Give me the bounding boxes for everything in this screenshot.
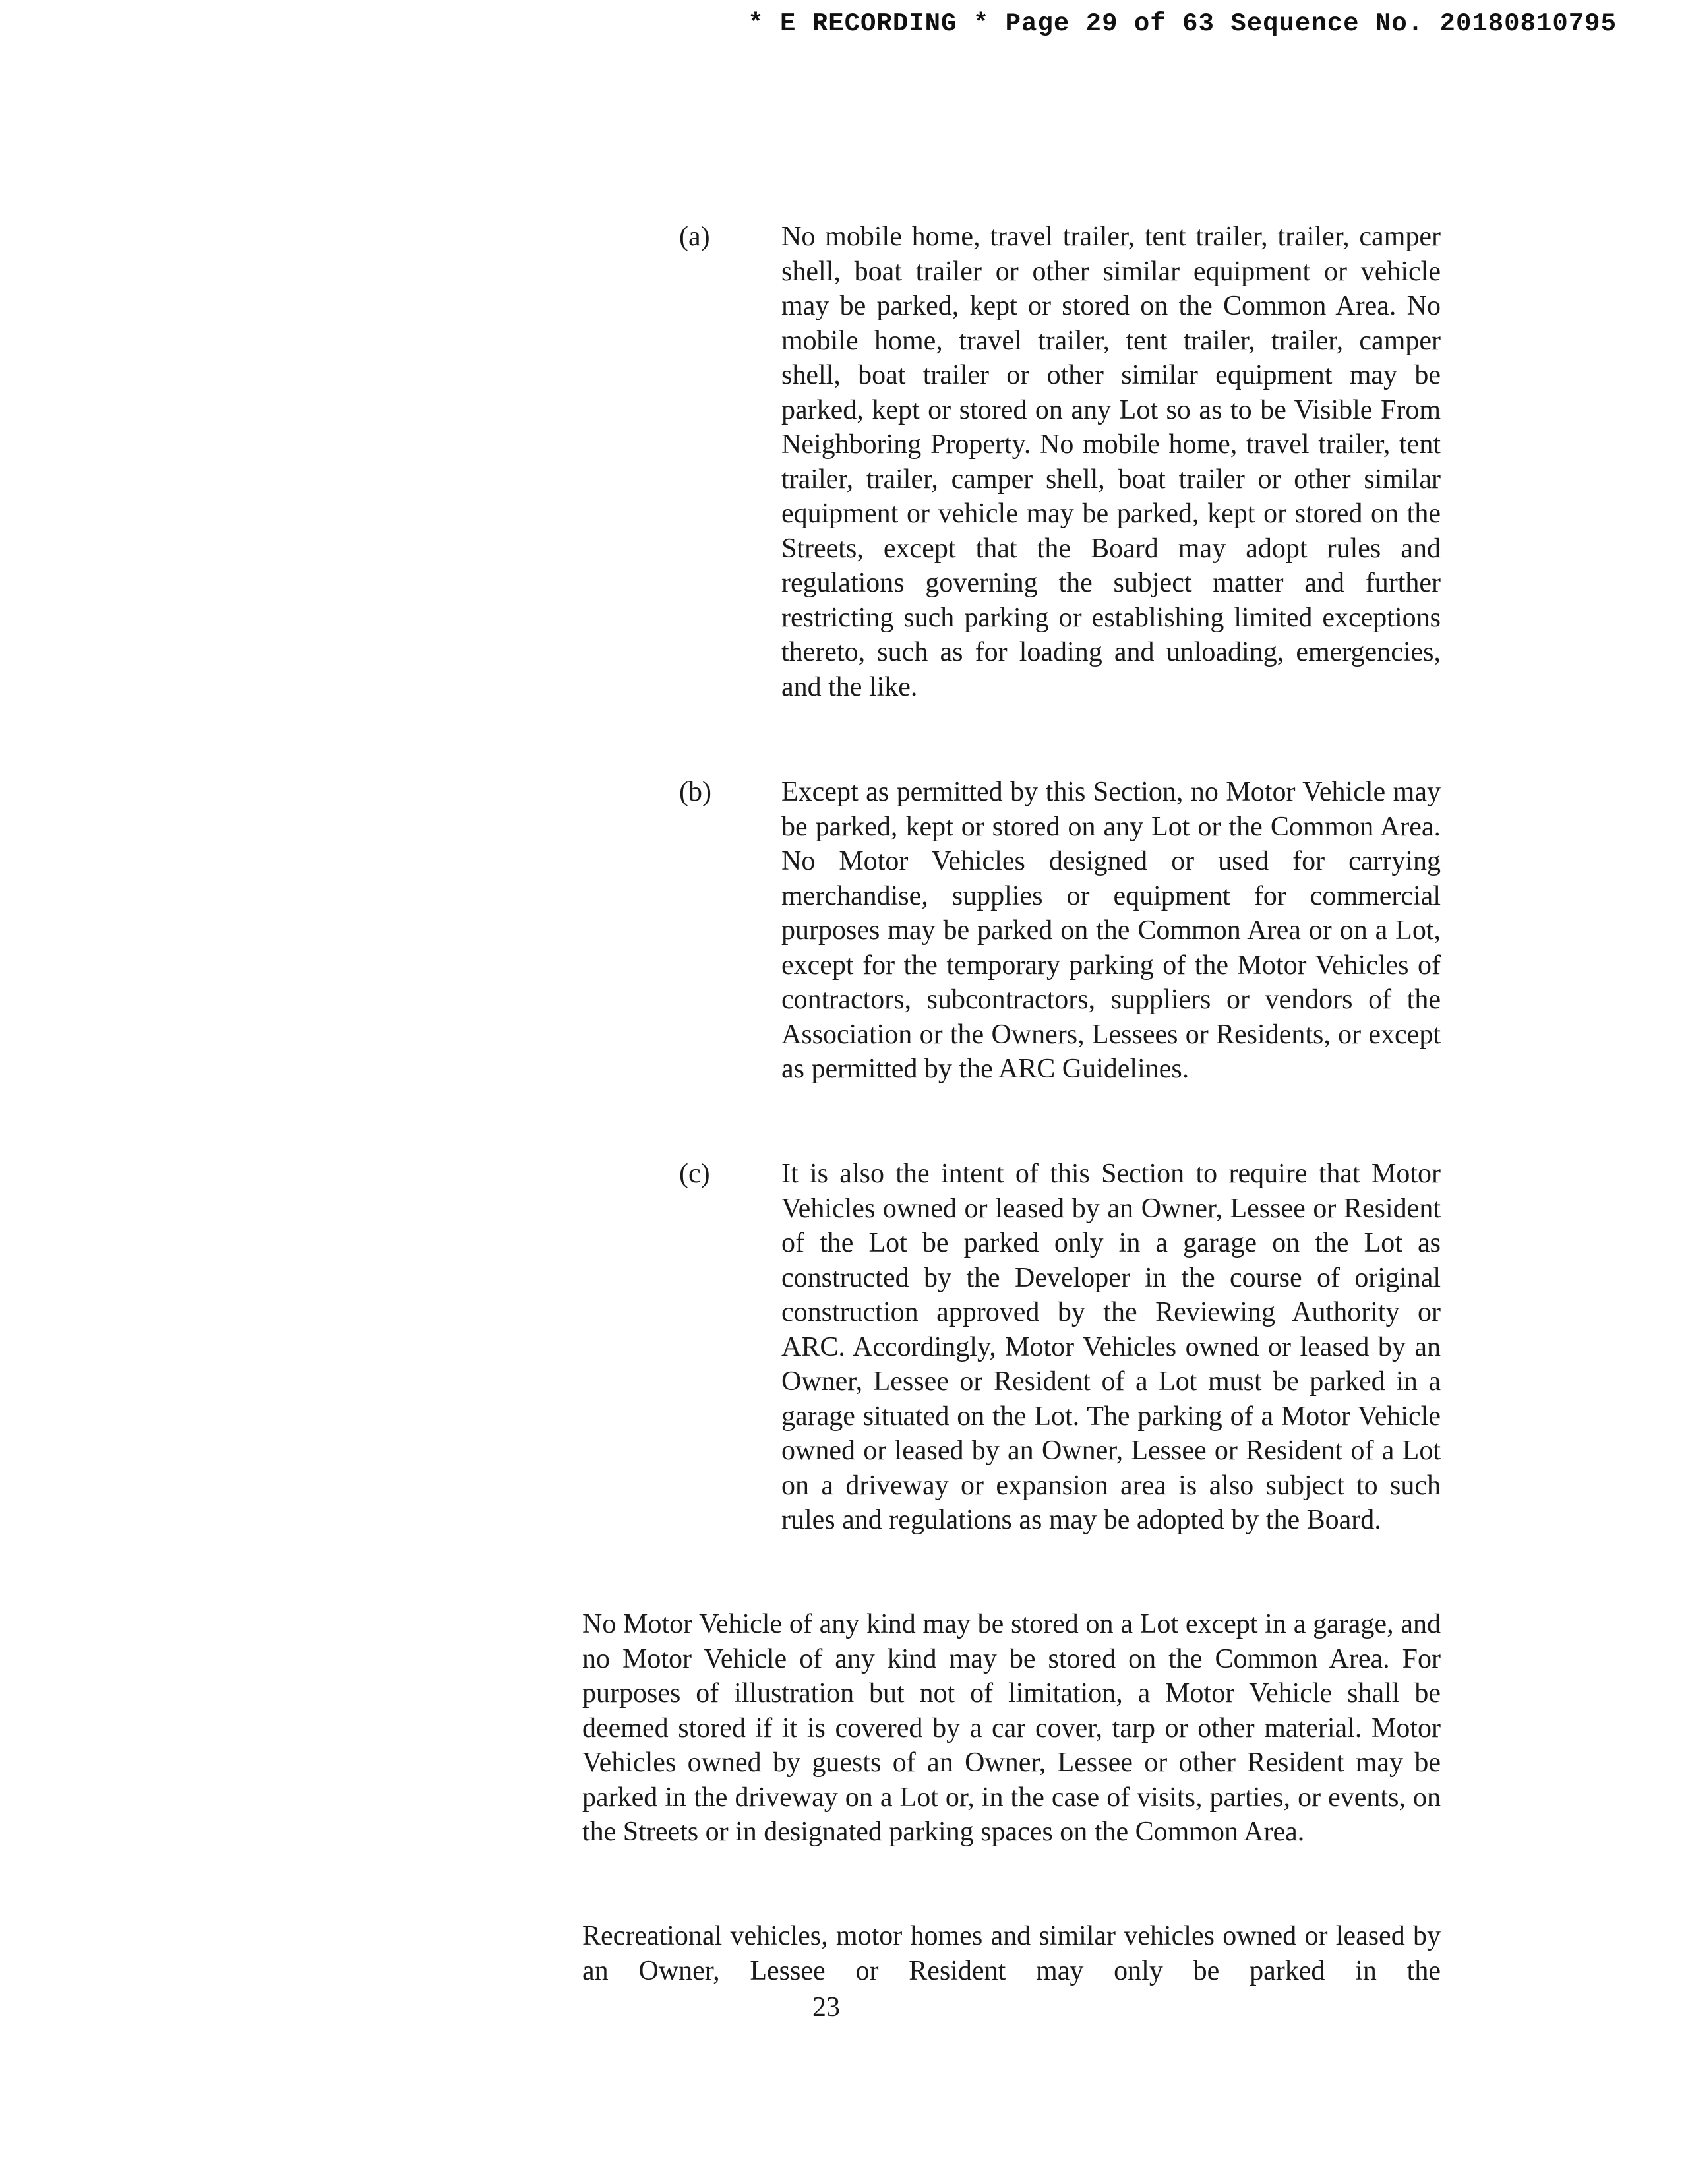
item-text: No mobile home, travel trailer, tent trailer, trailer, camper shell, boat trailer or other similar equipment or vehicle may be parked, kept or stored on the Common Area. No mobile home, travel trailer, tent trailer, trailer, camper shell, boat trailer or other similar equipment may be parked, kept or stored on any Lot so as to be Visible From Neighboring Property. No mobile home, travel trailer, tent trailer, trailer, camper shell, boat trailer or other similar equipment or vehicle may be parked, kept or stored on the Streets, except that the Board may adopt rules and regulations governing the subject matter and further restricting such parking or establishing limited exceptions thereto, such as for loading and unloading, emergencies, and the like. <box>781 222 1441 702</box>
item-text: It is also the intent of this Section to require that Motor Vehicles owned or leased by an Owner, Lessee or Resident of the Lot be parked only in a garage on the Lot as constructed by the Developer in the course of original construction approved by the Reviewing Authority or ARC. Accordingly, Motor Vehicles owned or leased by an Owner, Lessee or Resident of a Lot must be parked in a garage situated on the Lot. The parking of a Motor Vehicle owned or leased by an Owner, Lessee or Resident of a Lot on a driveway or expansion area is also subject to such rules and regulations as may be adopted by the Board. <box>781 1159 1441 1535</box>
item-text: Except as permitted by this Section, no Motor Vehicle may be parked, kept or stored on any Lot or the Common Area. No Motor Vehicles designed or used for carrying merchandise, supplies or equipment for commercial purposes may be parked on the Common Area or on a Lot, except for the temporary parking of the Motor Vehicles of contractors, subcontractors, suppliers or vendors of the Association or the Owners, Lessees or Residents, or except as permitted by the ARC Guidelines. <box>781 777 1441 1084</box>
page-number: 23 <box>812 1992 840 2022</box>
item-label: (c) <box>679 1159 710 1189</box>
item-label: (b) <box>679 777 711 807</box>
recording-header: * E RECORDING * Page 29 of 63 Sequence No. 20180810795 <box>748 9 1617 38</box>
body-paragraph: No Motor Vehicle of any kind may be stored on a Lot except in a garage, and no Motor Vehicle of any kind may be stored on the Common Area. For purposes of illustration but not of limitation, a Motor Vehicle shall be deemed stored if it is covered by a car cover, tarp or other material. Motor Vehicles owned by guests of an Owner, Lessee or other Resident may be parked in the driveway on a Lot or, in the case of visits, parties, or events, on the Streets or in designated parking spaces on the Common Area. <box>582 1609 1441 1847</box>
body-paragraph: Recreational vehicles, motor homes and similar vehicles owned or leased by an Owner, Lessee or Resident may only be parked in the <box>582 1921 1441 1986</box>
item-label: (a) <box>679 222 710 252</box>
